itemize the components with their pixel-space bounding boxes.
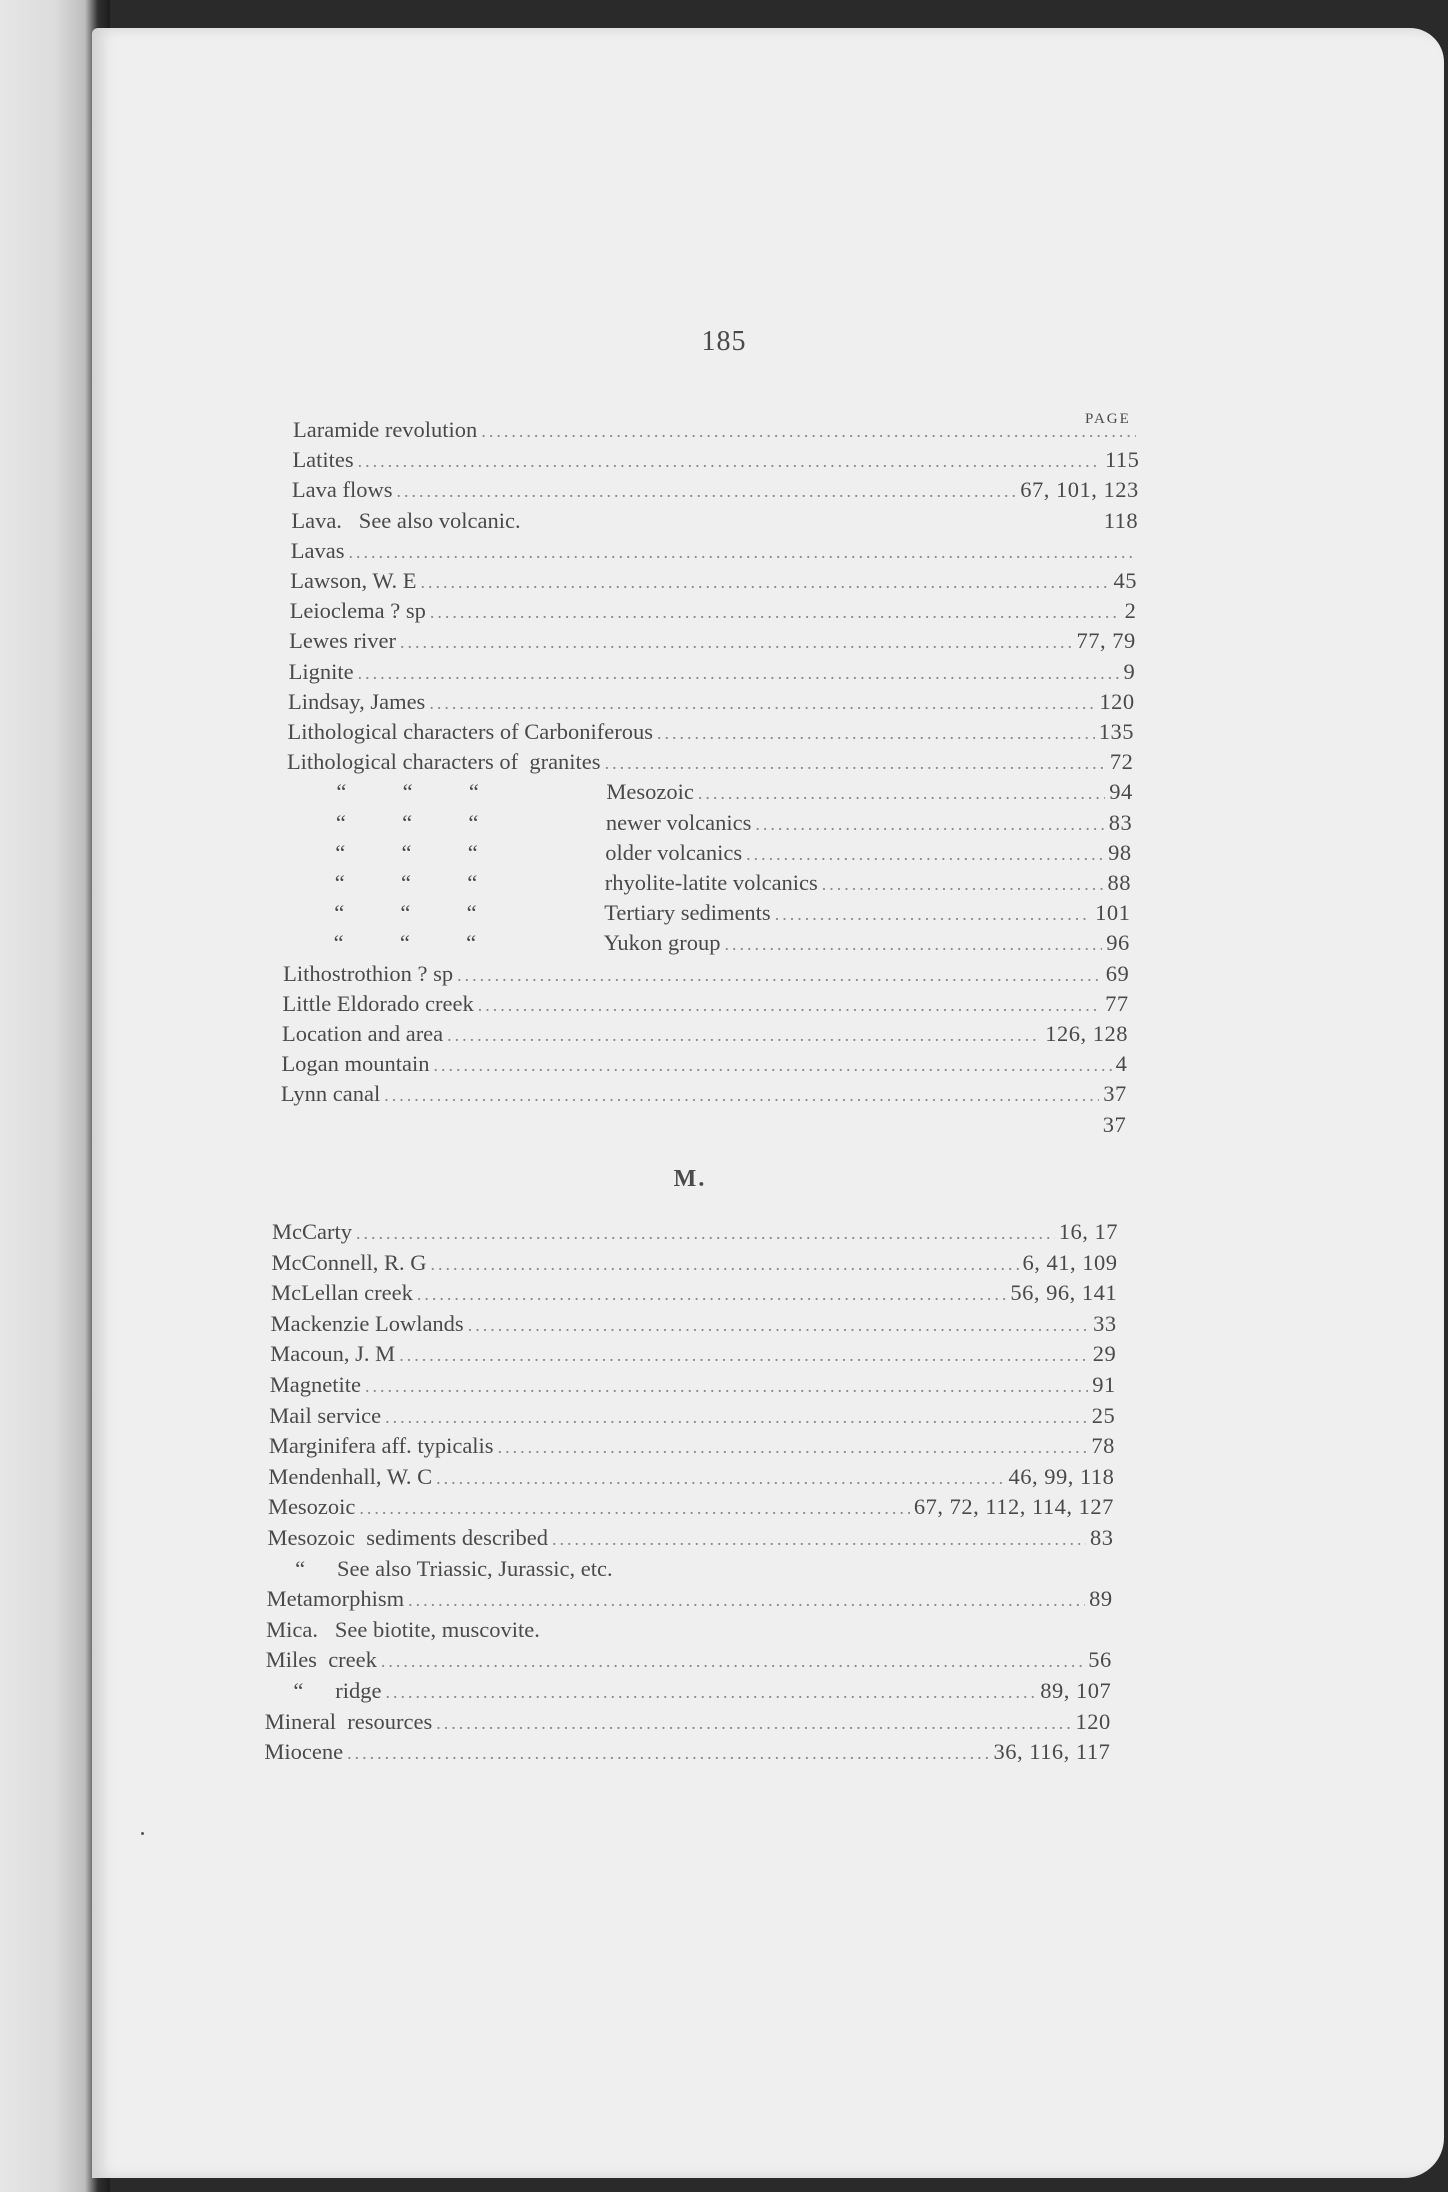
dot-leader <box>408 1585 1085 1615</box>
dot-leader <box>436 1463 1004 1493</box>
entry-term-text: Mendenhall, W. C <box>268 1463 433 1489</box>
entry-pages: 89, 107 <box>1040 1678 1112 1703</box>
index-entry <box>280 1110 1126 1140</box>
entry-term <box>272 1217 352 1247</box>
ditto-marks: “ <box>265 1678 304 1703</box>
dot-leader <box>430 597 1121 627</box>
page-column-header: PAGE <box>1085 411 1131 427</box>
entry-term <box>267 1554 613 1584</box>
entry-term <box>282 1019 443 1049</box>
dot-leader <box>822 869 1104 899</box>
index-entry <box>267 1554 1113 1584</box>
entry-pages: 77 <box>1105 990 1129 1016</box>
ditto-marks: “ “ “ <box>335 839 478 865</box>
entry-term-text: Lavas <box>290 537 345 563</box>
index-entry <box>290 566 1137 596</box>
index-entry <box>285 868 1131 898</box>
entry-term-text: Magnetite <box>269 1372 361 1397</box>
entry-term <box>291 506 520 536</box>
entry-term <box>266 1645 377 1675</box>
entry-term-text: Tertiary sediments <box>604 900 771 926</box>
dot-leader <box>457 960 1102 990</box>
entry-term <box>286 808 752 838</box>
index-entry <box>265 1676 1111 1706</box>
entry-term-text: Mesozoic sediments described <box>267 1525 549 1550</box>
index-entry <box>282 1019 1128 1049</box>
dot-leader <box>429 688 1095 718</box>
index-entry <box>271 1278 1117 1308</box>
entry-pages: 91 <box>1092 1372 1116 1397</box>
entry-term-text: Metamorphism <box>266 1586 405 1612</box>
entry-pages: 78 <box>1091 1433 1115 1459</box>
entry-term-text: Lava flows <box>291 477 393 503</box>
entry-pages: 25 <box>1091 1402 1116 1428</box>
entry-pages: 89 <box>1089 1586 1113 1612</box>
entry-term-text: McCarty <box>272 1219 352 1244</box>
index-entry <box>283 989 1129 1019</box>
entry-pages: 45 <box>1113 568 1137 593</box>
index-entry <box>292 475 1139 505</box>
index-entry <box>268 1523 1114 1553</box>
entry-term <box>291 536 345 566</box>
entry-pages: 29 <box>1092 1341 1117 1367</box>
ditto-marks: “ “ “ <box>335 809 479 835</box>
dot-leader <box>349 537 1134 567</box>
dot-leader <box>384 1080 1099 1110</box>
dot-leader <box>417 1279 1006 1309</box>
dot-leader <box>359 1493 909 1523</box>
entry-pages: 83 <box>1108 809 1133 835</box>
index-entry <box>286 808 1132 838</box>
entry-term <box>281 1049 429 1079</box>
index-entry <box>272 1217 1118 1247</box>
index-entry <box>290 596 1137 626</box>
entry-term <box>283 959 453 989</box>
entry-term-text: ridge <box>335 1678 382 1703</box>
index-entry <box>266 1615 1112 1645</box>
index-entry <box>271 1309 1117 1339</box>
entry-term-text: Lynn canal <box>280 1081 381 1107</box>
index-entry <box>268 1462 1114 1492</box>
entry-term-text: Macoun, J. M <box>270 1341 396 1367</box>
index-entry <box>291 536 1138 566</box>
entry-term <box>267 1584 404 1614</box>
ditto-marks: “ “ “ <box>333 930 477 956</box>
index-entry <box>270 1339 1116 1369</box>
index-entry <box>288 717 1135 747</box>
entry-term-text: newer volcanics <box>605 809 752 835</box>
entry-term <box>290 566 416 596</box>
index-entry <box>264 1737 1110 1767</box>
entry-term-text: Miles creek <box>265 1647 377 1673</box>
dot-leader <box>347 1738 989 1768</box>
index-entry <box>281 1079 1127 1109</box>
entry-pages: 77, 79 <box>1076 628 1136 654</box>
index-entry <box>289 657 1136 687</box>
dot-leader <box>698 778 1105 808</box>
dot-leader <box>381 1646 1084 1676</box>
entry-term <box>268 1523 549 1553</box>
index-entry <box>283 959 1129 989</box>
entry-term <box>289 626 396 656</box>
dot-leader <box>358 658 1120 688</box>
entry-term <box>268 1462 432 1492</box>
entry-term-text: Laramide revolution <box>293 417 478 442</box>
entry-pages: 16, 17 <box>1058 1219 1118 1244</box>
entry-pages: 69 <box>1105 960 1130 986</box>
dot-leader <box>396 476 1016 506</box>
entry-term <box>281 1079 380 1109</box>
dot-leader <box>358 446 1101 476</box>
index-entry <box>284 928 1130 958</box>
entry-pages: 72 <box>1109 749 1134 775</box>
entry-term <box>285 838 742 868</box>
entry-term <box>287 747 601 777</box>
entry-term-text: Lava. See also volcanic. <box>291 507 521 533</box>
dot-leader <box>755 809 1104 839</box>
entry-term-text: Lewes river <box>289 628 396 654</box>
dot-leader <box>399 1340 1089 1370</box>
entry-term-text: Mail service <box>269 1402 382 1428</box>
entry-pages: 56, 96, 141 <box>1010 1280 1118 1306</box>
entry-pages: 56 <box>1088 1647 1112 1673</box>
entry-term-text: Logan mountain <box>281 1051 430 1077</box>
index-entry <box>269 1401 1115 1431</box>
dot-leader <box>385 1402 1088 1432</box>
entry-term <box>286 777 693 807</box>
entry-pages: 6, 41, 109 <box>1022 1249 1118 1275</box>
dot-leader <box>434 1050 1112 1080</box>
index-entry <box>293 415 1140 445</box>
entry-term <box>284 928 721 958</box>
entry-term <box>270 1370 361 1400</box>
entry-pages: 101 <box>1095 900 1131 926</box>
entry-term-text: Marginifera aff. typicalis <box>268 1433 494 1459</box>
index-entry <box>291 506 1138 536</box>
entry-term <box>271 1309 464 1339</box>
entry-term <box>265 1707 432 1737</box>
entry-pages: 2 <box>1124 598 1137 624</box>
entry-term <box>293 415 477 445</box>
entry-term <box>271 1278 413 1308</box>
index-entry <box>284 898 1130 928</box>
index-entry <box>267 1584 1113 1614</box>
entry-term-text: Latites <box>292 447 354 473</box>
entry-term <box>268 1492 355 1522</box>
dot-leader <box>356 1218 1055 1248</box>
entry-term-text: Mineral resources <box>264 1708 433 1734</box>
entry-term <box>270 1339 395 1369</box>
entry-pages: 120 <box>1075 1708 1111 1734</box>
entry-term <box>272 1248 427 1278</box>
dot-leader <box>478 990 1101 1020</box>
dot-leader <box>385 1677 1036 1707</box>
entry-term-text: Leioclema ? sp <box>289 598 426 624</box>
dot-leader <box>431 1249 1019 1279</box>
entry-pages: 98 <box>1108 839 1132 865</box>
dot-leader <box>746 839 1104 869</box>
entry-term <box>289 657 354 687</box>
ditto-marks: “ <box>267 1555 306 1581</box>
entry-term-text: Lithostrothion ? sp <box>283 960 454 986</box>
entry-term-text: Lignite <box>288 658 354 684</box>
entry-term-text: rhyolite-latite volcanics <box>604 870 818 895</box>
dot-leader <box>468 1310 1089 1340</box>
dot-leader <box>498 1432 1088 1462</box>
entry-term <box>269 1431 494 1461</box>
index-entry <box>270 1370 1116 1400</box>
ditto-marks: “ “ “ <box>334 870 478 895</box>
entry-pages: 9 <box>1123 658 1136 684</box>
entry-term <box>290 596 426 626</box>
entry-pages: 115 <box>1104 447 1140 473</box>
index-entry <box>272 1248 1118 1278</box>
dot-leader <box>657 718 1095 748</box>
entry-term-text: Mackenzie Lowlands <box>270 1310 464 1336</box>
entry-term-text: Location and area <box>282 1021 444 1046</box>
entry-term-text: Miocene <box>264 1739 344 1765</box>
entry-pages: 37 <box>1103 1081 1127 1107</box>
entry-pages: 118 <box>1103 507 1139 533</box>
entry-term-text: Mesozoic <box>606 779 694 805</box>
index-entry <box>281 1049 1127 1079</box>
entry-pages: 4 <box>1115 1051 1128 1077</box>
entry-term-text: Lawson, W. E <box>290 568 417 593</box>
entry-pages: 94 <box>1109 779 1133 805</box>
entry-term-text: older volcanics <box>605 839 743 865</box>
ditto-marks: “ “ “ <box>334 900 477 926</box>
page-number: 185 <box>701 326 747 357</box>
dot-leader <box>365 1371 1088 1401</box>
index-entry <box>287 747 1133 777</box>
entry-term-text: Little Eldorado creek <box>282 990 474 1016</box>
entry-term <box>292 475 393 505</box>
entry-pages: 37 <box>1102 1111 1127 1137</box>
dot-leader <box>725 929 1103 959</box>
entry-pages: 96 <box>1106 930 1130 956</box>
entry-term-text: Lithological characters of Carboniferous <box>287 719 653 744</box>
index-entry <box>286 777 1132 807</box>
dot-leader <box>775 899 1091 929</box>
entry-pages: 88 <box>1107 870 1131 895</box>
entry-pages: 83 <box>1090 1525 1114 1550</box>
dot-leader <box>552 1524 1086 1554</box>
entry-term-text: Yukon group <box>603 930 721 956</box>
index-entry <box>292 445 1139 475</box>
dot-leader <box>400 627 1073 657</box>
dot-leader <box>481 416 1136 446</box>
entry-term <box>269 1401 381 1431</box>
entry-pages: 67, 72, 112, 114, 127 <box>913 1494 1114 1520</box>
index-entry <box>266 1645 1112 1675</box>
entry-term-text: Mesozoic <box>267 1494 356 1520</box>
entry-term <box>264 1737 343 1767</box>
index-entry <box>289 626 1136 656</box>
dot-leader <box>421 567 1110 597</box>
index-entry <box>269 1431 1115 1461</box>
speck <box>141 1832 144 1835</box>
entry-pages: 126, 128 <box>1045 1021 1128 1046</box>
entry-term <box>288 717 653 747</box>
dot-leader <box>436 1708 1071 1738</box>
entry-pages: 33 <box>1093 1310 1117 1336</box>
index-entry <box>285 838 1131 868</box>
entry-pages: 67, 101, 123 <box>1020 477 1139 503</box>
entry-term-text: See also Triassic, Jurassic, etc. <box>337 1555 613 1581</box>
entry-term <box>288 687 425 717</box>
entry-pages: 36, 116, 117 <box>993 1739 1111 1765</box>
section-heading: M. <box>673 1166 707 1192</box>
entry-term <box>285 868 818 898</box>
entry-term-text: Mica. See biotite, muscovite. <box>266 1616 540 1642</box>
index-entry <box>265 1707 1111 1737</box>
entry-term-text: McConnell, R. G <box>271 1249 427 1275</box>
entry-term <box>283 989 474 1019</box>
index-entry <box>268 1492 1114 1522</box>
index-entry <box>288 687 1135 717</box>
ditto-marks: “ “ “ <box>336 779 479 805</box>
entry-term <box>284 898 771 928</box>
dot-leader <box>447 1020 1041 1050</box>
entry-pages: 135 <box>1098 719 1134 744</box>
entry-term <box>265 1676 381 1706</box>
entry-term-text: Lithological characters of granites <box>286 749 601 775</box>
entry-pages: 120 <box>1099 688 1135 714</box>
entry-term-text: McLellan creek <box>271 1280 413 1306</box>
entry-term-text: Lindsay, James <box>288 688 426 714</box>
entry-term <box>292 445 353 475</box>
entry-term <box>266 1615 540 1645</box>
entry-pages: 46, 99, 118 <box>1008 1463 1115 1489</box>
dot-leader <box>605 748 1106 778</box>
